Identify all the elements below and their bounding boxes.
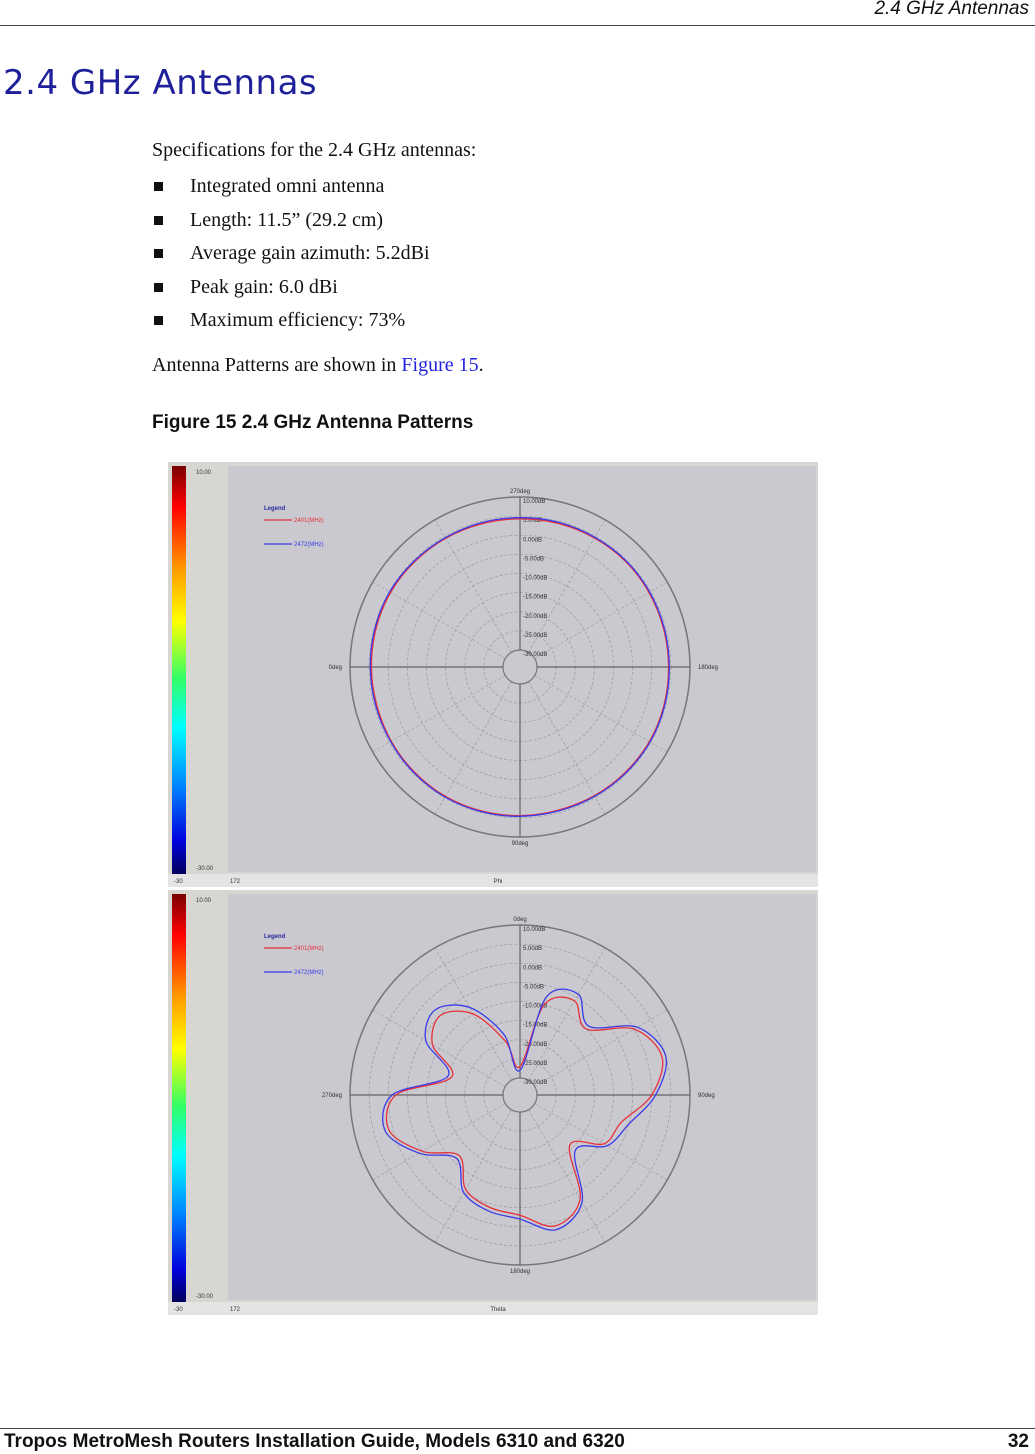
list-item xyxy=(152,208,430,242)
footer-rule xyxy=(0,1428,1035,1429)
polar-chart-svg xyxy=(168,890,818,1315)
bullet-square-icon xyxy=(154,216,163,225)
bullet-square-icon xyxy=(154,316,163,325)
plot-title: Phi xyxy=(493,879,503,885)
spec-text: Average gain azimuth: 5.2dBi xyxy=(190,242,430,264)
list-item xyxy=(152,241,430,275)
radial-tick-label: -15.00dB xyxy=(523,1022,548,1029)
figure-15-link[interactable]: Figure 15 xyxy=(401,354,479,376)
radial-tick-label: 10.00dB xyxy=(523,927,546,933)
polar-chart-svg xyxy=(168,462,818,887)
list-item xyxy=(152,174,430,208)
spec-text: Maximum efficiency: 73% xyxy=(190,309,406,331)
plot-title: Theta xyxy=(490,1307,506,1313)
patterns-reference xyxy=(152,353,484,377)
colorbar-min-label: -30.00 xyxy=(196,1294,214,1300)
plot-panel xyxy=(228,466,816,872)
radial-tick-label: -5.00dB xyxy=(523,556,545,563)
status-mid-label: 172 xyxy=(230,1307,241,1313)
radial-tick-label: 5.00dB xyxy=(523,518,543,525)
legend-title: Legend xyxy=(264,506,286,512)
colorbar-max-label: 10.00 xyxy=(196,470,212,476)
legend-title: Legend xyxy=(264,934,286,940)
radial-tick-label: -25.00dB xyxy=(523,632,548,639)
angle-label-top: 270deg xyxy=(509,489,531,495)
radial-tick-label: -10.00dB xyxy=(523,1003,548,1010)
spec-text: Peak gain: 6.0 dBi xyxy=(190,275,338,298)
angle-label-right: 180deg xyxy=(698,665,719,671)
spec-text: Integrated omni antenna xyxy=(190,175,385,197)
bullet-square-icon xyxy=(154,249,163,258)
angle-label-top: 0deg xyxy=(513,917,527,923)
angle-label-bottom: 180deg xyxy=(509,1269,531,1275)
angle-label-right: 90deg xyxy=(698,1093,715,1099)
angle-label-left: 0deg xyxy=(328,665,342,671)
radial-tick-label: -25.00dB xyxy=(523,1060,548,1067)
radial-tick-label: 0.00dB xyxy=(523,537,543,544)
status-left-label: -30 xyxy=(174,879,183,885)
legend-entry: 2472(MHz) xyxy=(294,970,324,976)
spec-text: Length: 11.5” (29.2 cm) xyxy=(190,208,384,231)
colorbar-max-label: 10.00 xyxy=(196,898,212,904)
footer-title: Tropos MetroMesh Routers Installation Guide, Models 6310 and 6320 xyxy=(4,1431,625,1452)
patterns-prefix: Antenna Patterns are shown in xyxy=(152,354,402,376)
status-left-label: -30 xyxy=(174,1307,183,1313)
radial-tick-label: -10.00dB xyxy=(523,575,548,582)
colorbar xyxy=(172,466,186,874)
status-mid-label: 172 xyxy=(230,879,241,885)
radial-tick-label: 5.00dB xyxy=(523,946,543,953)
azimuth-pattern-plot xyxy=(168,462,818,887)
angle-label-left: 270deg xyxy=(321,1093,342,1099)
page-title: 2.4 GHz Antennas xyxy=(3,63,318,103)
patterns-suffix: . xyxy=(478,354,484,376)
spec-list xyxy=(152,174,430,342)
list-item xyxy=(152,308,430,342)
radial-tick-label: 0.00dB xyxy=(523,965,543,972)
plot-panel xyxy=(228,894,816,1300)
radial-tick-label: 10.00dB xyxy=(523,499,546,505)
running-header: 2.4 GHz Antennas xyxy=(874,0,1029,19)
page-number: 32 xyxy=(1007,1431,1029,1452)
radial-tick-label: -20.00dB xyxy=(523,1041,548,1048)
intro-text: Specifications for the 2.4 GHz antennas: xyxy=(152,139,477,161)
colorbar xyxy=(172,894,186,1302)
radial-tick-label: -15.00dB xyxy=(523,594,548,601)
figure-caption: Figure 15 2.4 GHz Antenna Patterns xyxy=(152,412,474,433)
legend-entry: 2401(MHz) xyxy=(294,946,324,952)
elevation-pattern-plot xyxy=(168,890,818,1315)
radial-tick-label: -5.00dB xyxy=(523,984,545,991)
radial-tick-label: -20.00dB xyxy=(523,613,548,620)
bullet-square-icon xyxy=(154,182,163,191)
header-rule xyxy=(0,25,1035,26)
radial-tick-label: -30.00dB xyxy=(523,652,548,658)
legend-entry: 2472(MHz) xyxy=(294,542,324,548)
list-item xyxy=(152,275,430,309)
colorbar-min-label: -30.00 xyxy=(196,866,214,872)
legend-entry: 2401(MHz) xyxy=(294,518,324,524)
radial-tick-label: -30.00dB xyxy=(523,1080,548,1086)
angle-label-bottom: 90deg xyxy=(511,841,529,847)
bullet-square-icon xyxy=(154,283,163,292)
